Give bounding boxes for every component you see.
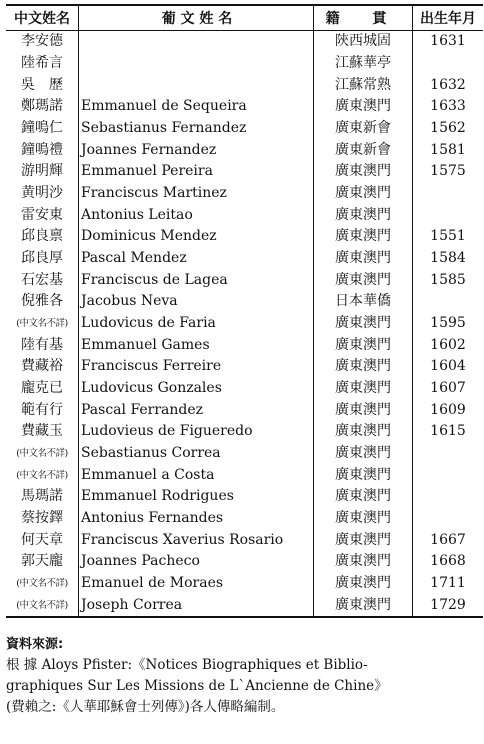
chinese-name-cell: 蔡按鐸 xyxy=(6,508,79,530)
chinese-name-cell: 陸有基 xyxy=(6,334,79,356)
latin-name-cell: Antonius Fernandes xyxy=(79,508,314,530)
latin-name-cell: Franciscus Xaverius Rosario xyxy=(79,529,314,551)
table-row xyxy=(6,248,483,270)
origin-cell: 廣東澳門 xyxy=(314,486,413,508)
chinese-name-cell: (中文名不詳) xyxy=(6,313,79,335)
latin-name-cell: Ludovieus de Figueredo xyxy=(79,421,314,443)
header-chinese-name: 中文姓名 xyxy=(6,5,79,31)
table-row xyxy=(6,31,483,53)
birth-year-cell: 1633 xyxy=(430,98,466,115)
latin-name-cell: Franciscus Ferreire xyxy=(79,356,314,378)
origin-cell: 廣東澳門 xyxy=(314,161,413,183)
latin-name-cell: Emmanuel Games xyxy=(79,334,314,356)
latin-name-cell: Pascal Mendez xyxy=(79,248,314,270)
chinese-name-cell: 李安德 xyxy=(6,31,79,53)
birth-year-cell: 1595 xyxy=(430,315,466,332)
origin-cell: 廣東澳門 xyxy=(314,378,413,400)
origin-cell: 廣東澳門 xyxy=(314,421,413,443)
chinese-name-cell: (中文名不詳) xyxy=(6,573,79,595)
birth-year-cell: 1551 xyxy=(430,228,466,245)
birth-year-cell: 1667 xyxy=(430,531,466,548)
origin-cell: 廣東澳門 xyxy=(314,204,413,226)
table-row xyxy=(6,204,483,226)
notes-line-2: graphiques Sur Les Missions de L`Ancienne de Chine》 xyxy=(6,678,388,694)
table-row xyxy=(6,226,483,248)
chinese-name-cell: 龐克已 xyxy=(6,378,79,400)
birth-year-cell: 1585 xyxy=(430,271,466,288)
chinese-name-cell: 游明輝 xyxy=(6,161,79,183)
latin-name-cell: Emmanuel Rodrigues xyxy=(79,486,314,508)
chinese-name-cell: 鄭瑪諾 xyxy=(6,96,79,118)
chinese-name-cell: (中文名不詳) xyxy=(6,594,79,617)
table-row xyxy=(6,399,483,421)
origin-cell: 廣東新會 xyxy=(314,118,413,140)
latin-name-cell: Joseph Correa xyxy=(79,594,314,617)
birth-year-cell: 1581 xyxy=(430,141,466,158)
latin-name-cell: Emmanuel Pereira xyxy=(79,161,314,183)
chinese-name-cell: 何天章 xyxy=(6,529,79,551)
table-row xyxy=(6,96,483,118)
chinese-name-cell: 陸希言 xyxy=(6,53,79,75)
origin-cell: 陝西城固 xyxy=(314,31,413,53)
birth-year-cell: 1711 xyxy=(430,575,466,592)
table-row xyxy=(6,594,483,617)
birth-year-cell: 1668 xyxy=(430,553,466,570)
table-row xyxy=(6,269,483,291)
birth-year-cell xyxy=(413,291,484,313)
origin-cell: 廣東澳門 xyxy=(314,334,413,356)
latin-name-cell: Sebastianus Correa xyxy=(79,443,314,465)
latin-name-cell: Ludovicus de Faria xyxy=(79,313,314,335)
table-row xyxy=(6,183,483,205)
table-row xyxy=(6,573,483,595)
birth-year-cell: 1632 xyxy=(430,76,466,93)
table-header-row xyxy=(6,5,483,31)
origin-cell: 廣東澳門 xyxy=(314,443,413,465)
origin-cell: 江蘇華亭 xyxy=(314,53,413,75)
birth-year-cell xyxy=(413,443,484,465)
table-row xyxy=(6,529,483,551)
chinese-name-cell: 黄明沙 xyxy=(6,183,79,205)
chinese-name-cell: 吳 歷 xyxy=(6,74,79,96)
origin-cell: 廣東澳門 xyxy=(314,551,413,573)
chinese-name-cell: 邱良厚 xyxy=(6,248,79,270)
notes-heading: 資料來源: xyxy=(6,637,64,652)
birth-year-cell: 1631 xyxy=(430,33,466,50)
origin-cell: 廣東澳門 xyxy=(314,96,413,118)
latin-name-cell: Emmanuel de Sequeira xyxy=(79,96,314,118)
table-row xyxy=(6,161,483,183)
table-row xyxy=(6,486,483,508)
origin-cell: 廣東澳門 xyxy=(314,269,413,291)
table-row xyxy=(6,74,483,96)
latin-name-cell: Jacobus Neva xyxy=(79,291,314,313)
birth-year-cell xyxy=(413,53,484,75)
origin-cell: 廣東澳門 xyxy=(314,464,413,486)
chinese-name-cell: 石宏基 xyxy=(6,269,79,291)
notes-line-1: 根 據 Aloys Pfister:《Notices Biographiques et Biblio- xyxy=(6,657,368,673)
origin-cell: 廣東澳門 xyxy=(314,399,413,421)
chinese-name-cell: 費藏玉 xyxy=(6,421,79,443)
origin-cell: 廣東澳門 xyxy=(314,529,413,551)
birth-year-cell xyxy=(413,183,484,205)
table-row xyxy=(6,53,483,75)
table-row xyxy=(6,334,483,356)
origin-cell: 廣東澳門 xyxy=(314,183,413,205)
header-origin: 籍 貫 xyxy=(314,5,413,31)
birth-year-cell: 1602 xyxy=(430,336,466,353)
table-row xyxy=(6,139,483,161)
latin-name-cell xyxy=(79,53,314,75)
birth-year-cell: 1575 xyxy=(430,163,466,180)
latin-name-cell: Franciscus de Lagea xyxy=(79,269,314,291)
header-latin-name: 葡 文 姓 名 xyxy=(79,5,314,31)
latin-name-cell: Ludovicus Gonzales xyxy=(79,378,314,400)
table-body xyxy=(6,31,483,618)
table-row xyxy=(6,313,483,335)
latin-name-cell xyxy=(79,31,314,53)
chinese-name-cell: 範有行 xyxy=(6,399,79,421)
origin-cell: 江蘇常熟 xyxy=(314,74,413,96)
birth-year-cell: 1729 xyxy=(430,596,466,613)
table-row xyxy=(6,378,483,400)
origin-cell: 廣東澳門 xyxy=(314,508,413,530)
chinese-name-cell: 鐘鳴仁 xyxy=(6,118,79,140)
clergy-table-section xyxy=(6,4,480,618)
latin-name-cell xyxy=(79,74,314,96)
chinese-name-cell: (中文名不詳) xyxy=(6,443,79,465)
birth-year-cell: 1562 xyxy=(430,120,466,137)
table-row xyxy=(6,508,483,530)
table-row xyxy=(6,421,483,443)
birth-year-cell xyxy=(413,204,484,226)
origin-cell: 廣東澳門 xyxy=(314,356,413,378)
birth-year-cell: 1607 xyxy=(430,380,466,397)
birth-year-cell xyxy=(413,508,484,530)
latin-name-cell: Dominicus Mendez xyxy=(79,226,314,248)
chinese-name-cell: 郭天龐 xyxy=(6,551,79,573)
latin-name-cell: Pascal Ferrandez xyxy=(79,399,314,421)
origin-cell: 廣東澳門 xyxy=(314,594,413,617)
table-row xyxy=(6,356,483,378)
latin-name-cell: Sebastianus Fernandez xyxy=(79,118,314,140)
latin-name-cell: Franciscus Martinez xyxy=(79,183,314,205)
birth-year-cell xyxy=(413,486,484,508)
origin-cell: 廣東澳門 xyxy=(314,573,413,595)
notes-line-3: (費賴之:《人華耶穌會士列傳》)各人傳略編制。 xyxy=(6,699,285,715)
latin-name-cell: Emanuel de Moraes xyxy=(79,573,314,595)
latin-name-cell: Joannes Fernandez xyxy=(79,139,314,161)
birth-year-cell: 1584 xyxy=(430,250,466,267)
origin-cell: 廣東澳門 xyxy=(314,313,413,335)
clergy-table xyxy=(6,4,483,618)
chinese-name-cell: (中文名不詳) xyxy=(6,464,79,486)
table-row xyxy=(6,291,483,313)
origin-cell: 日本華僑 xyxy=(314,291,413,313)
source-notes xyxy=(6,634,480,718)
origin-cell: 廣東澳門 xyxy=(314,226,413,248)
origin-cell: 廣東新會 xyxy=(314,139,413,161)
latin-name-cell: Emmanuel a Costa xyxy=(79,464,314,486)
chinese-name-cell: 馬瑪諾 xyxy=(6,486,79,508)
chinese-name-cell: 倪雅各 xyxy=(6,291,79,313)
table-row xyxy=(6,118,483,140)
origin-cell: 廣東澳門 xyxy=(314,248,413,270)
table-row xyxy=(6,551,483,573)
birth-year-cell xyxy=(413,464,484,486)
latin-name-cell: Antonius Leitao xyxy=(79,204,314,226)
chinese-name-cell: 鐘鳴禮 xyxy=(6,139,79,161)
birth-year-cell: 1615 xyxy=(430,423,466,440)
chinese-name-cell: 邱良禀 xyxy=(6,226,79,248)
header-birth-year: 出生年月 xyxy=(413,5,484,31)
table-row xyxy=(6,464,483,486)
table-row xyxy=(6,443,483,465)
birth-year-cell: 1609 xyxy=(430,401,466,418)
chinese-name-cell: 雷安東 xyxy=(6,204,79,226)
birth-year-cell: 1604 xyxy=(430,358,466,375)
chinese-name-cell: 費藏裕 xyxy=(6,356,79,378)
latin-name-cell: Joannes Pacheco xyxy=(79,551,314,573)
